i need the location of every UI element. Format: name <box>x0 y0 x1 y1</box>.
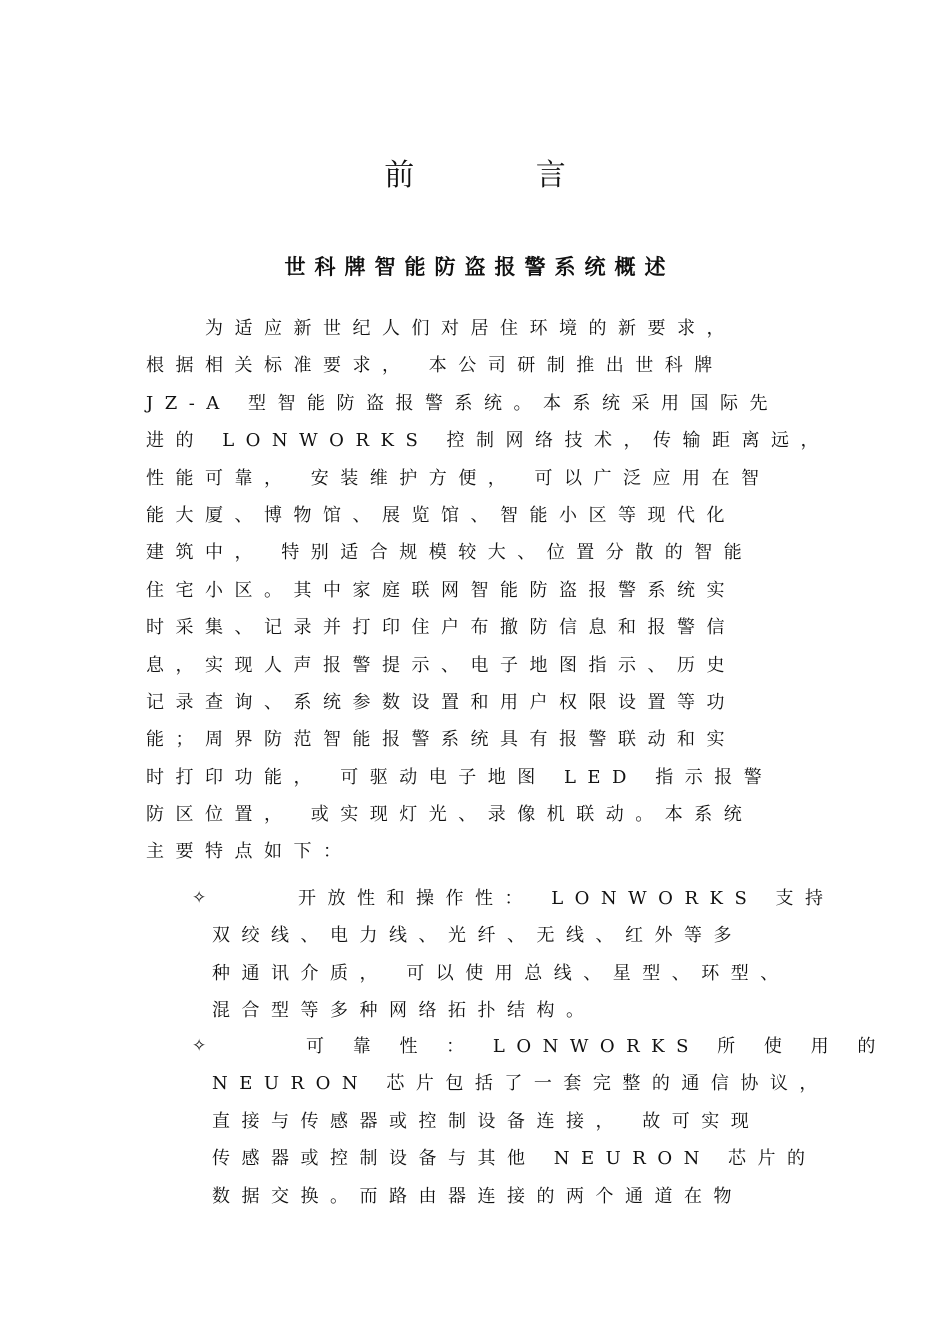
feature-line: 数据交换。而路由器连接的两个通道在物 <box>212 1185 743 1207</box>
feature-line: 种通讯介质， 可以使用总线、星型、环型、 <box>212 962 790 984</box>
feature-item-reliability <box>0 1028 950 1215</box>
text-line: 住宅小区。其中家庭联网智能防盗报警系统实 <box>146 579 736 601</box>
diamond-bullet-icon: ✧ <box>192 1036 207 1056</box>
text-line: 防区位置， 或实现灯光、录像机联动。本系统 <box>146 804 754 826</box>
feature-item-openness <box>0 880 950 1030</box>
feature-line: 开放性和操作性： LONWORKS 支持 <box>298 888 835 909</box>
section-heading: 世科牌智能防盗报警系统概述 <box>284 255 675 279</box>
feature-line: 可 靠 性 ： LONWORKS 所 使 用 的 <box>306 1036 887 1057</box>
feature-line: NEURON 芯片包括了一套完整的通信协议， <box>212 1073 829 1095</box>
feature-line: 混合型等多种网络拓扑结构。 <box>212 1000 596 1022</box>
feature-line: 传感器或控制设备与其他 NEURON 芯片的 <box>212 1148 817 1170</box>
text-line: 能大厦、博物馆、展览馆、智能小区等现代化 <box>146 504 736 526</box>
text-line: 时打印功能， 可驱动电子地图 LED 指示报警 <box>146 766 774 788</box>
feature-line: 直接与传感器或控制设备连接， 故可实现 <box>212 1110 761 1132</box>
text-line: 记录查询、系统参数设置和用户权限设置等功 <box>146 691 736 713</box>
text-line: 时采集、记录并打印住户布撤防信息和报警信 <box>146 617 736 639</box>
text-line: 进的 LONWORKS 控制网络技术，传输距离远， <box>146 430 830 452</box>
feature-line: 双绞线、电力线、光纤、无线、红外等多 <box>212 925 743 947</box>
text-line: JZ-A 型智能防盗报警系统。本系统采用国际先 <box>146 392 780 414</box>
page-title: 前 言 <box>384 158 622 193</box>
text-line: 能；周界防范智能报警系统具有报警联动和实 <box>146 729 736 751</box>
text-line: 息，实现人声报警提示、电子地图指示、历史 <box>146 654 736 676</box>
text-line: 建筑中， 特别适合规模较大、位置分散的智能 <box>146 542 754 564</box>
intro-paragraph <box>146 310 830 871</box>
diamond-bullet-icon: ✧ <box>192 888 207 908</box>
text-line: 根据相关标准要求， 本公司研制推出世科牌 <box>146 355 724 377</box>
text-line: 为适应新世纪人们对居住环境的新要求， <box>146 318 736 339</box>
text-line: 性能可靠， 安装维护方便， 可以广泛应用在智 <box>146 467 771 489</box>
text-line: 主要特点如下： <box>146 841 353 863</box>
